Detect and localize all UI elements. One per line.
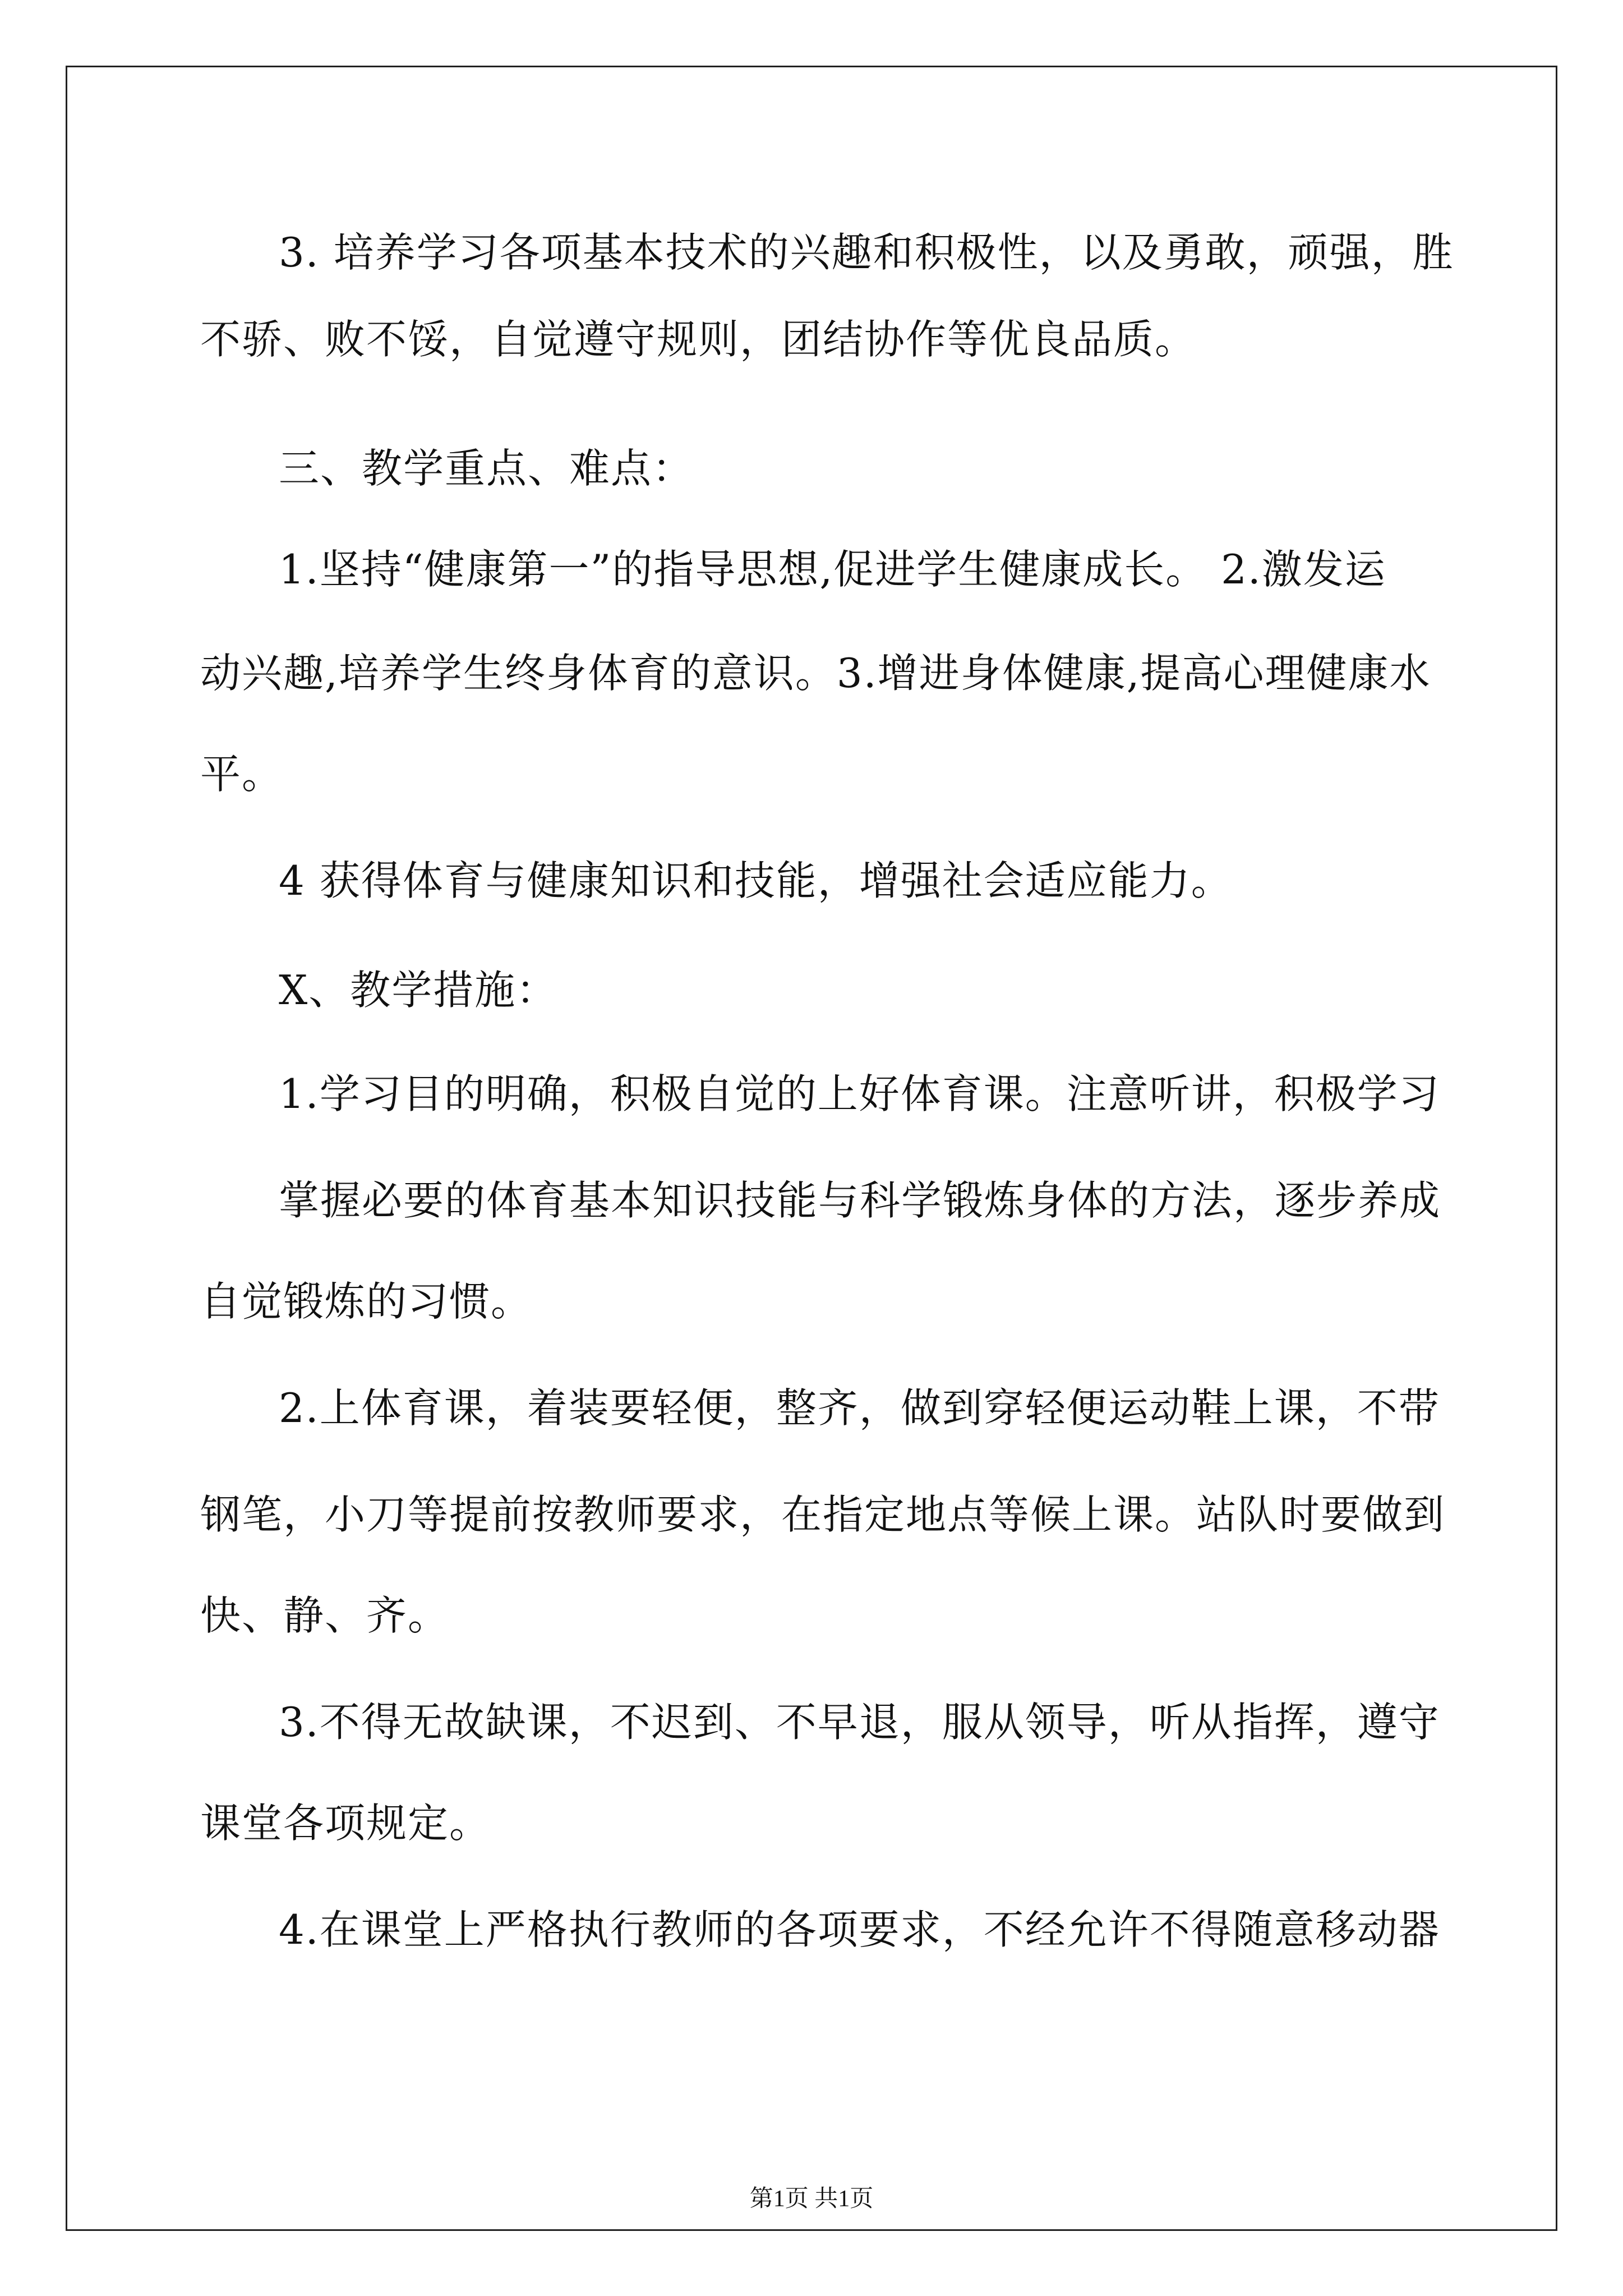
paragraph-line: 4 获得体育与健康知识和技能，增强社会适应能力。 — [279, 857, 1233, 904]
page-number-footer: 第1页 共1页 — [749, 2186, 874, 2212]
paragraph-line: 平。 — [200, 751, 284, 798]
paragraph-line: 动兴趣,培养学生终身体育的意识。3.增进身体健康,提高心理健康水 — [200, 650, 1431, 697]
paragraph-line: 4.在课堂上严格执行教师的各项要求，不经允许不得随意移动器 — [279, 1906, 1440, 1953]
section-heading: X、教学措施： — [279, 967, 558, 1014]
paragraph-line: 3.不得无故缺课，不迟到、不早退，服从领导，听从指挥，遵守 — [279, 1699, 1440, 1746]
paragraph-line: 1.坚持“健康第一”的指导思想,促进学生健康成长。 2.激发运 — [279, 546, 1386, 593]
paragraph-line: 3. 培养学习各项基本技术的兴趣和积极性，以及勇敢，顽强，胜 — [279, 229, 1454, 276]
paragraph-line: 课堂各项规定。 — [200, 1800, 491, 1847]
paragraph-line: 钢笔，小刀等提前按教师要求，在指定地点等候上课。站队时要做到 — [200, 1491, 1446, 1538]
paragraph-line: 自觉锻炼的习惯。 — [200, 1278, 533, 1325]
paragraph-line: 快、静、齐。 — [200, 1592, 450, 1639]
paragraph-line: 1.学习目的明确，积极自觉的上好体育课。注意听讲，积极学习 — [279, 1070, 1440, 1117]
paragraph-line: 掌握必要的体育基本知识技能与科学锻炼身体的方法，逐步养成 — [279, 1177, 1441, 1224]
paragraph-line: 不骄、败不馁，自觉遵守规则，团结协作等优良品质。 — [200, 316, 1197, 363]
paragraph-line: 2.上体育课，着装要轻便，整齐，做到穿轻便运动鞋上课，不带 — [279, 1384, 1440, 1432]
section-heading: 三、教学重点、难点： — [279, 445, 694, 492]
